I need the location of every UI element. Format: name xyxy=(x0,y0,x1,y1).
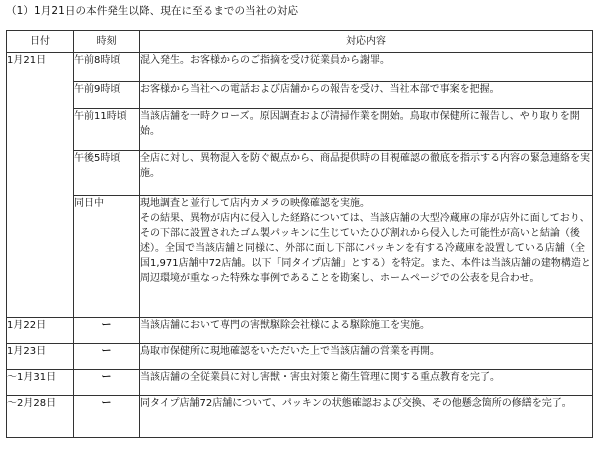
content-cell: 当該店舗において専門の害獣駆除会社様による駆除施工を実施。 xyxy=(140,318,593,344)
table-row xyxy=(7,344,593,370)
time-cell: 午後5時頃 xyxy=(74,151,140,196)
date-cell: 1月21日 xyxy=(7,53,74,318)
date-cell: 1月22日 xyxy=(7,318,74,344)
content-cell: 鳥取市保健所に現地確認をいただいた上で当該店舗の営業を再開。 xyxy=(140,344,593,370)
column-header-content: 対応内容 xyxy=(140,31,593,53)
content-cell: 同タイプ店舗72店舗について、パッキンの状態確認および交換、その他懸念箇所の修繕を完了。 xyxy=(140,396,593,438)
date-cell: ～2月28日 xyxy=(7,396,74,438)
content-cell: 現地調査と並行して店内カメラの映像確認を実施。 その結果、異物が店内に侵入した経路については、当該店舗の大型冷蔵庫の扉が店外に面しており、その下部に設置されたゴム製パッキンに生じていたひび割れから侵入した可能性が高いと結論（後述）。全国で当該店舗と同様に、外部に面し下部にパッキンを有する冷蔵庫を設置している店舗（全国1,971店舗中72店舗。以下「同タイプ店舗」とする）を特定。また、本件は当該店舗の建物構造と周辺環境が重なった特殊な事例であることを勘案し、ホームページでの公表を見合わせ。 xyxy=(140,196,593,318)
time-cell: 午前8時頃 xyxy=(74,53,140,82)
date-cell: 1月23日 xyxy=(7,344,74,370)
time-cell: ー xyxy=(74,318,140,344)
table-row xyxy=(7,53,593,82)
time-cell: 午前11時頃 xyxy=(74,109,140,151)
response-timeline-table xyxy=(6,30,593,438)
date-cell: ～1月31日 xyxy=(7,370,74,396)
table-row xyxy=(7,196,593,318)
column-header-time: 時刻 xyxy=(74,31,140,53)
table-row xyxy=(7,151,593,196)
table-row xyxy=(7,318,593,344)
time-cell: 午前9時頃 xyxy=(74,82,140,109)
time-cell: 同日中 xyxy=(74,196,140,318)
time-cell: ー xyxy=(74,370,140,396)
time-cell: ー xyxy=(74,396,140,438)
content-cell: 当該店舗の全従業員に対し害獣・害虫対策と衛生管理に関する重点教育を完了。 xyxy=(140,370,593,396)
section-heading: （1）1月21日の本件発生以降、現在に至るまでの当社の対応 xyxy=(6,5,299,17)
table-header-row xyxy=(7,31,593,53)
content-cell: 当該店舗を一時クローズ。原因調査および清掃作業を開始。鳥取市保健所に報告し、やり取りを開始。 xyxy=(140,109,593,151)
table-row xyxy=(7,396,593,438)
content-cell: 混入発生。お客様からのご指摘を受け従業員から謝罪。 xyxy=(140,53,593,82)
content-cell: お客様から当社への電話および店舗からの報告を受け、当社本部で事案を把握。 xyxy=(140,82,593,109)
time-cell: ー xyxy=(74,344,140,370)
column-header-date: 日付 xyxy=(7,31,74,53)
table-row xyxy=(7,370,593,396)
table-row xyxy=(7,109,593,151)
content-cell: 全店に対し、異物混入を防ぐ観点から、商品提供時の目視確認の徹底を指示する内容の緊急連絡を実施。 xyxy=(140,151,593,196)
table-row xyxy=(7,82,593,109)
